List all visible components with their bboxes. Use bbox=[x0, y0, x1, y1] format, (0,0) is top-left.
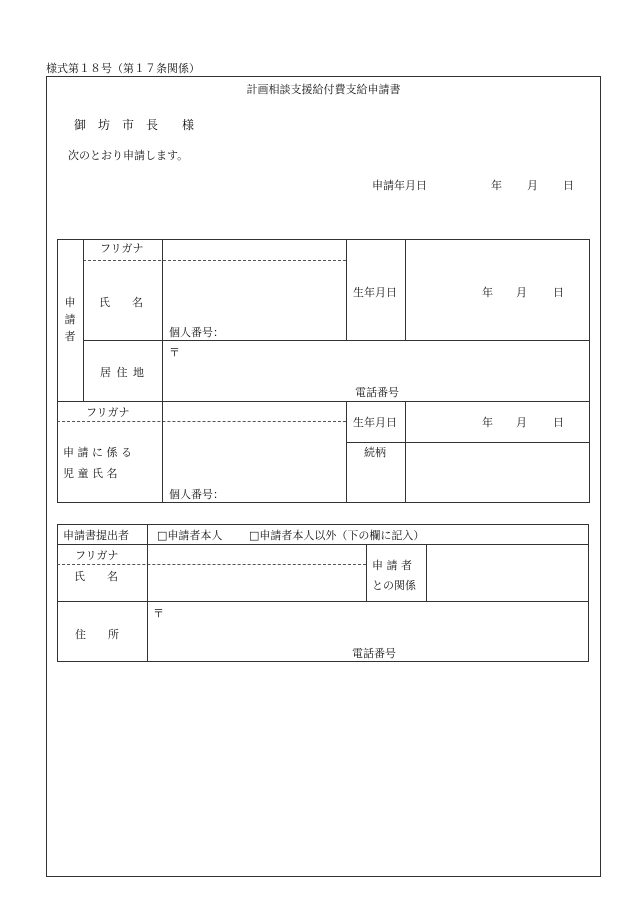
application-date-label: 申請年月日 bbox=[372, 179, 427, 192]
form-number: 様式第１８号（第１７条関係） bbox=[46, 62, 200, 75]
form-title: 計画相談支援給付費支給申請書 bbox=[246, 83, 401, 96]
application-date-year: 年 bbox=[491, 179, 502, 192]
addressee: 御 坊 市 長 様 bbox=[74, 118, 195, 132]
child-birth-year: 年 bbox=[482, 416, 493, 429]
submitter-phone-label: 電話番号 bbox=[352, 647, 396, 660]
child-birth-month: 月 bbox=[516, 416, 527, 429]
child-personal-number-label: 個人番号： bbox=[169, 488, 224, 501]
submitter-relation-label-line1: 申 請 者 bbox=[372, 559, 412, 572]
applicant-name-label: 氏 名 bbox=[99, 296, 143, 309]
submitter-relation-label-line2: との関係 bbox=[372, 579, 416, 592]
applicant-birth-year: 年 bbox=[482, 286, 493, 299]
applicant-birth-month: 月 bbox=[516, 286, 527, 299]
application-date-day: 日 bbox=[563, 179, 574, 192]
applicant-furigana-label: フリガナ bbox=[100, 242, 144, 255]
child-furigana-label: フリガナ bbox=[86, 406, 130, 419]
child-name-label-line1: 申 請 に 係 る bbox=[63, 446, 132, 459]
applicant-personal-number-label: 個人番号： bbox=[169, 326, 224, 339]
child-relationship-label: 続柄 bbox=[364, 446, 386, 459]
applicant-birthdate-label: 生年月日 bbox=[353, 286, 397, 299]
submitter-name-label: 氏 名 bbox=[74, 570, 118, 583]
child-birth-day: 日 bbox=[553, 416, 564, 429]
applicant-birth-day: 日 bbox=[553, 286, 564, 299]
child-name-label-line2: 児 童 氏 名 bbox=[63, 467, 118, 480]
submitter-address-label: 住 所 bbox=[75, 628, 119, 641]
submitter-label: 申請書提出者 bbox=[63, 529, 129, 542]
submitter-option-self[interactable]: □申請者本人 bbox=[157, 529, 223, 542]
submitter-option-other[interactable]: □申請者本人以外（下の欄に記入） bbox=[249, 529, 425, 542]
child-birthdate-label: 生年月日 bbox=[353, 416, 397, 429]
applicant-phone-label: 電話番号 bbox=[355, 386, 399, 399]
submitter-postal-mark: 〒 bbox=[153, 607, 164, 620]
submitter-furigana-label: フリガナ bbox=[75, 549, 119, 562]
applicant-postal-mark: 〒 bbox=[169, 346, 180, 359]
intro-text: 次のとおり申請します。 bbox=[68, 149, 189, 162]
applicant-address-label: 居住地 bbox=[100, 366, 150, 379]
applicant-section-label: 申請者 bbox=[64, 296, 76, 343]
application-date-month: 月 bbox=[527, 179, 538, 192]
